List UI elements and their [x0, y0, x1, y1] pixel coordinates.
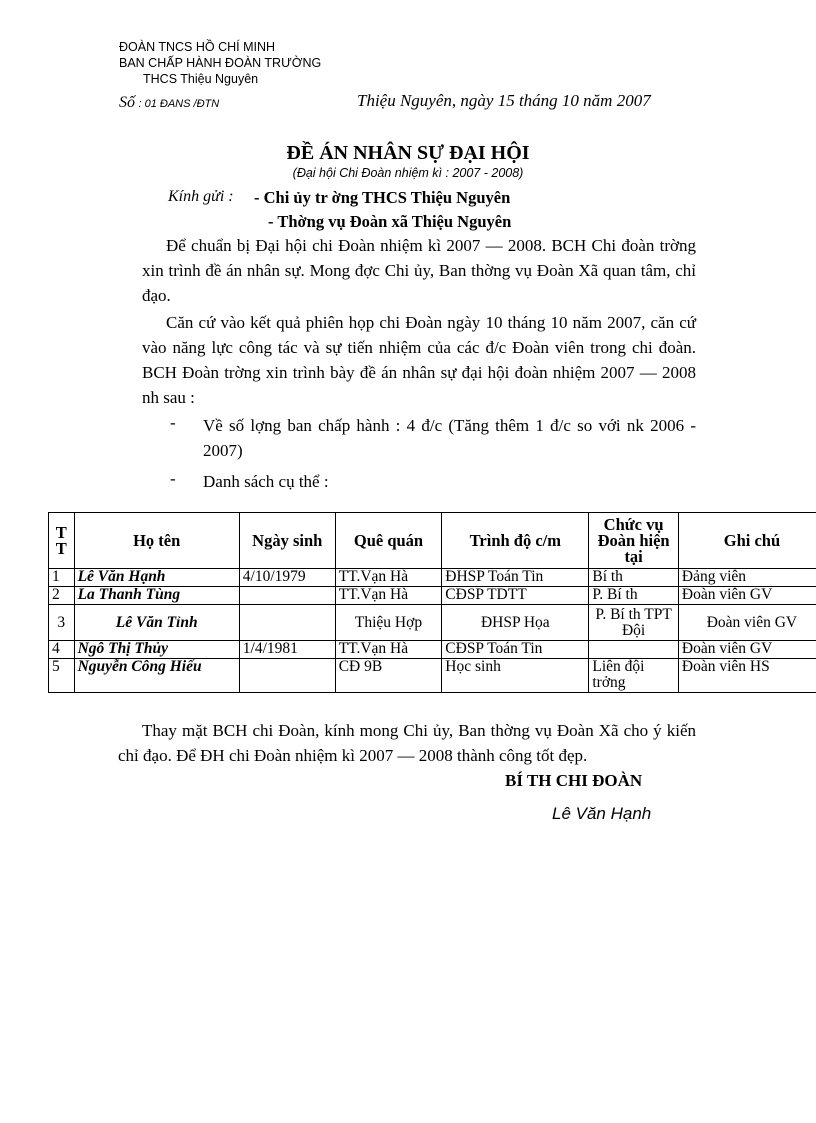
intro-paragraph-text: Để chuẩn bị Đại hội chi Đoàn nhiệm kì 2007 — 2008. BCH Chi đoàn trờng xin trình đề án nhân sự. Mong đợc Chi ủy, Ban thờng vụ Đoàn Xã quan tâm, chỉ đạo. — [142, 236, 696, 305]
cell-birthdate: 1/4/1981 — [239, 641, 335, 659]
signer-title: BÍ TH CHI ĐOÀN — [505, 771, 643, 790]
bullet-marker: - — [170, 413, 176, 432]
cell-hometown: CĐ 9B — [335, 659, 442, 693]
cell-position: P. Bí th TPT Đội — [589, 605, 679, 641]
personnel-table — [48, 512, 816, 693]
cell-note: Đoàn viên GV — [678, 587, 816, 605]
bullet-committee-size: Về số lợng ban chấp hành : 4 đ/c (Tăng thêm 1 đ/c so với nk 2006 - 2007) — [203, 416, 696, 460]
cell-birthdate — [239, 659, 335, 693]
reference-label: Số — [119, 94, 135, 111]
cell-note: Đoàn viên GV — [678, 641, 816, 659]
cell-hometown: TT.Vạn Hà — [335, 641, 442, 659]
cell-stt: 1 — [49, 569, 75, 587]
table-row — [49, 569, 816, 587]
reference-value: : 01 ĐANS /ĐTN — [138, 98, 220, 110]
cell-qualification: Học sinh — [442, 659, 589, 693]
org-name-line2: BAN CHẤP HÀNH ĐOÀN TRƯỜNG — [119, 56, 322, 70]
bullet-marker: - — [170, 469, 176, 488]
header-position: Chức vụ Đoàn hiện tại — [589, 513, 679, 569]
org-name-line3: THCS Thiệu Nguyên — [143, 72, 259, 86]
table-row — [49, 605, 816, 641]
cell-stt: 3 — [49, 605, 75, 641]
cell-name: Lê Văn Hạnh — [74, 569, 239, 587]
intro-paragraph — [142, 233, 696, 308]
closing-paragraph — [118, 718, 696, 768]
basis-paragraph — [142, 310, 696, 410]
signature: Lê Văn Hạnh — [552, 804, 652, 823]
header-birthdate: Ngày sinh — [239, 513, 335, 569]
cell-stt: 5 — [49, 659, 75, 693]
header-name: Họ tên — [74, 513, 239, 569]
cell-hometown: TT.Vạn Hà — [335, 587, 442, 605]
cell-birthdate: 4/10/1979 — [239, 569, 335, 587]
header-qualification: Trình độ c/m — [442, 513, 589, 569]
bullet-list-intro: Danh sách cụ thể : — [203, 472, 329, 491]
header-note: Ghi chú — [678, 513, 816, 569]
cell-position — [589, 641, 679, 659]
cell-stt: 4 — [49, 641, 75, 659]
recipients-label: Kính gửi : — [168, 188, 234, 205]
org-name-line1: ĐOÀN TNCS HỒ CHÍ MINH — [119, 40, 276, 54]
cell-name: La Thanh Tùng — [74, 587, 239, 605]
closing-paragraph-text: Thay mặt BCH chi Đoàn, kính mong Chi ủy, Ban thờng vụ Đoàn Xã cho ý kiến chỉ đạo. Để ĐH chi Đoàn nhiệm kì 2007 — 2008 thành công tốt đẹp. — [118, 721, 696, 765]
cell-qualification: CĐSP Toán Tin — [442, 641, 589, 659]
recipient-item: - Chi ủy tr ờng THCS Thiệu Nguyên — [254, 188, 511, 207]
cell-position: P. Bí th — [589, 587, 679, 605]
table-header-row — [49, 513, 816, 569]
table-row — [49, 641, 816, 659]
cell-position: Liên đội trởng — [589, 659, 679, 693]
basis-paragraph-text: Căn cứ vào kết quả phiên họp chi Đoàn ngày 10 tháng 10 năm 2007, căn cứ vào năng lực công tác và sự tiến nhiệm của các đ/c Đoàn viên trong chi đoàn. BCH Đoàn trờng xin trình bày đề án nhân sự đại hội đoàn nhiệm 2007 — 2008 nh sau : — [142, 313, 696, 407]
cell-position: Bí th — [589, 569, 679, 587]
cell-name: Lê Văn Tỉnh — [74, 605, 239, 641]
cell-name: Nguyễn Công Hiếu — [74, 659, 239, 693]
cell-qualification: ĐHSP Họa — [442, 605, 589, 641]
header-hometown: Quê quán — [335, 513, 442, 569]
cell-note: Đảng viên — [678, 569, 816, 587]
header-stt: T T — [49, 513, 75, 569]
place-date: Thiệu Nguyên, ngày 15 tháng 10 năm 2007 — [357, 91, 651, 110]
document-subtitle: (Đại hội Chi Đoàn nhiệm kì : 2007 - 2008) — [292, 166, 524, 180]
cell-qualification: ĐHSP Toán Tin — [442, 569, 589, 587]
cell-hometown: TT.Vạn Hà — [335, 569, 442, 587]
cell-qualification: CĐSP TDTT — [442, 587, 589, 605]
cell-note: Đoàn viên HS — [678, 659, 816, 693]
cell-note: Đoàn viên GV — [678, 605, 816, 641]
table-row — [49, 587, 816, 605]
cell-name: Ngô Thị Thủy — [74, 641, 239, 659]
reference-number — [119, 94, 219, 112]
recipient-item: - Thờng vụ Đoàn xã Thiệu Nguyên — [268, 212, 512, 231]
cell-stt: 2 — [49, 587, 75, 605]
cell-hometown: Thiệu Hợp — [335, 605, 442, 641]
cell-birthdate — [239, 587, 335, 605]
table-row — [49, 659, 816, 693]
document-title: ĐỀ ÁN NHÂN SỰ ĐẠI HỘI — [286, 142, 530, 164]
cell-birthdate — [239, 605, 335, 641]
